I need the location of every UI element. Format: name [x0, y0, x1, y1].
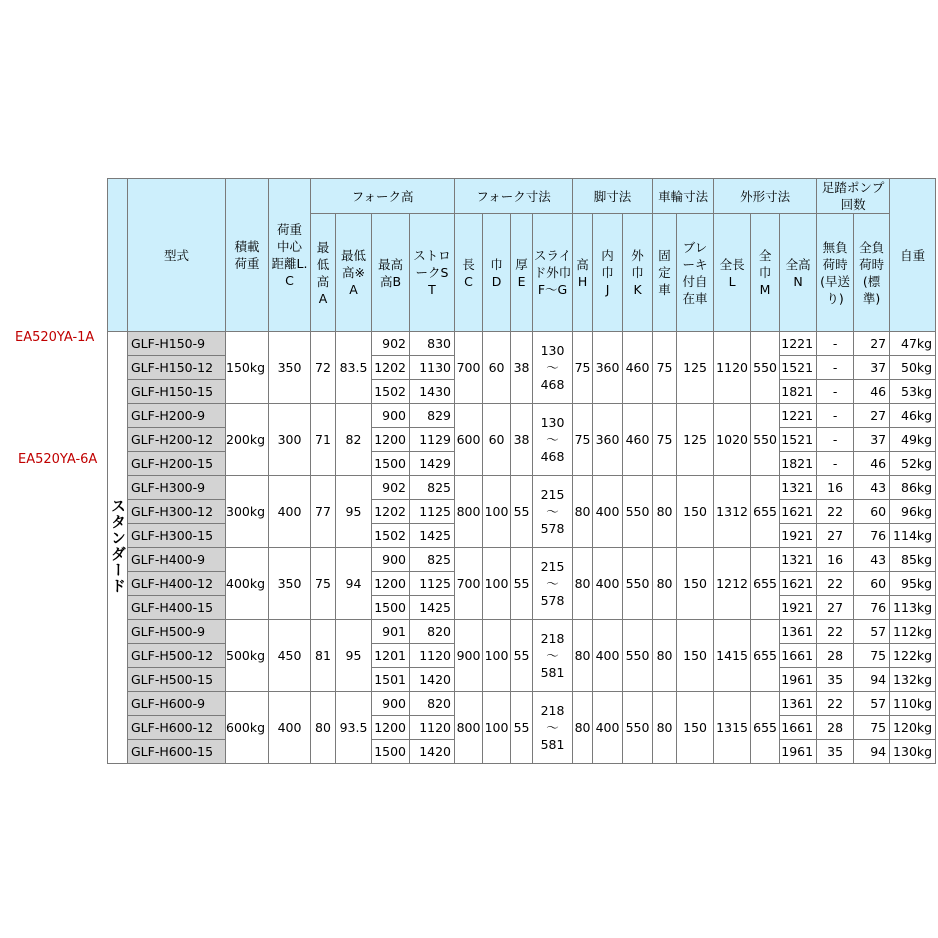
- fixed-wheel-cell: 80: [653, 692, 677, 764]
- brake-wheel-cell: 125: [677, 332, 714, 404]
- brake-wheel-cell: 150: [677, 692, 714, 764]
- min-a2-cell: 93.5: [336, 692, 372, 764]
- outer-k-cell: 550: [623, 620, 653, 692]
- header-pump: 足踏ポンプ回数: [817, 179, 890, 214]
- spec-table: [107, 178, 936, 764]
- table-row: [108, 332, 936, 356]
- min-a2-cell: 95: [336, 620, 372, 692]
- model-cell: GLF-H400-12: [128, 572, 226, 596]
- model-cell: GLF-H200-9: [128, 404, 226, 428]
- full-height-cell: 1621: [780, 500, 817, 524]
- weight-cell: 120kg: [890, 716, 936, 740]
- model-cell: GLF-H300-15: [128, 524, 226, 548]
- max-b-cell: 902: [372, 476, 410, 500]
- min-a-cell: 81: [311, 620, 336, 692]
- center-cell: 400: [269, 692, 311, 764]
- no-load-cell: -: [817, 404, 854, 428]
- stroke-cell: 1130: [410, 356, 455, 380]
- no-load-cell: 16: [817, 476, 854, 500]
- stroke-cell: 1429: [410, 452, 455, 476]
- full-load-cell: 37: [854, 356, 890, 380]
- outer-k-cell: 460: [623, 404, 653, 476]
- full-load-cell: 27: [854, 404, 890, 428]
- load-cell: 500kg: [226, 620, 269, 692]
- stroke-cell: 1425: [410, 524, 455, 548]
- header-max-b: 最高高B: [372, 214, 410, 332]
- min-a2-cell: 83.5: [336, 332, 372, 404]
- model-cell: GLF-H600-12: [128, 716, 226, 740]
- full-height-cell: 1521: [780, 356, 817, 380]
- weight-cell: 122kg: [890, 644, 936, 668]
- full-len-cell: 1415: [714, 620, 751, 692]
- slide-cell: [533, 332, 573, 404]
- full-load-cell: 46: [854, 380, 890, 404]
- outer-k-cell: 550: [623, 692, 653, 764]
- slide-max: 468: [540, 449, 565, 464]
- load-cell: 300kg: [226, 476, 269, 548]
- full-load-cell: 76: [854, 596, 890, 620]
- no-load-cell: -: [817, 428, 854, 452]
- weight-cell: 50kg: [890, 356, 936, 380]
- weight-cell: 95kg: [890, 572, 936, 596]
- stroke-cell: 825: [410, 476, 455, 500]
- header-wheel-dim: 車輪寸法: [653, 179, 714, 214]
- weight-cell: 132kg: [890, 668, 936, 692]
- full-height-cell: 1921: [780, 596, 817, 620]
- header-weight: 自重: [890, 179, 936, 332]
- inner-j-cell: 360: [593, 404, 623, 476]
- category-cell: [108, 332, 128, 764]
- slide-min: 130: [540, 343, 565, 358]
- min-a2-cell: 94: [336, 548, 372, 620]
- slide-cell: [533, 620, 573, 692]
- weight-cell: 130kg: [890, 740, 936, 764]
- full-load-cell: 60: [854, 572, 890, 596]
- stroke-cell: 825: [410, 548, 455, 572]
- header-min-a2: 最低高※A: [336, 214, 372, 332]
- full-height-cell: 1361: [780, 692, 817, 716]
- max-b-cell: 902: [372, 332, 410, 356]
- header-h: 高H: [573, 214, 593, 332]
- len-c-cell: 800: [455, 476, 483, 548]
- leg-h-cell: 80: [573, 620, 593, 692]
- header-model: 型式: [128, 179, 226, 332]
- full-height-cell: 1321: [780, 476, 817, 500]
- blank-header: [108, 179, 128, 332]
- max-b-cell: 1202: [372, 356, 410, 380]
- category-label: スタンダード: [109, 498, 127, 594]
- full-len-cell: 1020: [714, 404, 751, 476]
- slide-max: 581: [540, 665, 565, 680]
- max-b-cell: 900: [372, 692, 410, 716]
- thick-e-cell: 55: [511, 476, 533, 548]
- slide-sep: 〜: [546, 432, 559, 447]
- model-cell: GLF-H300-9: [128, 476, 226, 500]
- full-load-cell: 43: [854, 476, 890, 500]
- width-d-cell: 60: [483, 332, 511, 404]
- header-fork-height: フォーク高: [311, 179, 455, 214]
- fixed-wheel-cell: 75: [653, 332, 677, 404]
- header-center: 荷重中心距離L.C: [269, 179, 311, 332]
- slide-max: 468: [540, 377, 565, 392]
- max-b-cell: 1500: [372, 740, 410, 764]
- min-a-cell: 77: [311, 476, 336, 548]
- leg-h-cell: 80: [573, 548, 593, 620]
- full-width-cell: 550: [751, 404, 780, 476]
- weight-cell: 114kg: [890, 524, 936, 548]
- no-load-cell: 22: [817, 620, 854, 644]
- center-cell: 450: [269, 620, 311, 692]
- slide-max: 578: [540, 521, 565, 536]
- no-load-cell: 28: [817, 716, 854, 740]
- load-cell: 600kg: [226, 692, 269, 764]
- full-height-cell: 1621: [780, 572, 817, 596]
- full-load-cell: 94: [854, 668, 890, 692]
- no-load-cell: 16: [817, 548, 854, 572]
- spec-body: [108, 332, 936, 764]
- fixed-wheel-cell: 80: [653, 548, 677, 620]
- model-cell: GLF-H400-9: [128, 548, 226, 572]
- weight-cell: 85kg: [890, 548, 936, 572]
- header-fork-dim: フォーク寸法: [455, 179, 573, 214]
- outer-k-cell: 460: [623, 332, 653, 404]
- full-height-cell: 1961: [780, 668, 817, 692]
- table-row: [108, 548, 936, 572]
- full-load-cell: 75: [854, 716, 890, 740]
- full-height-cell: 1821: [780, 452, 817, 476]
- brake-wheel-cell: 150: [677, 476, 714, 548]
- full-width-cell: 655: [751, 620, 780, 692]
- product-code-label-2: EA520YA-6A: [18, 452, 98, 467]
- full-width-cell: 655: [751, 548, 780, 620]
- stroke-cell: 1129: [410, 428, 455, 452]
- max-b-cell: 1502: [372, 380, 410, 404]
- model-cell: GLF-H600-15: [128, 740, 226, 764]
- model-cell: GLF-H400-15: [128, 596, 226, 620]
- brake-wheel-cell: 150: [677, 548, 714, 620]
- full-load-cell: 57: [854, 692, 890, 716]
- min-a2-cell: 82: [336, 404, 372, 476]
- slide-min: 218: [540, 703, 565, 718]
- no-load-cell: 27: [817, 596, 854, 620]
- load-cell: 400kg: [226, 548, 269, 620]
- weight-cell: 47kg: [890, 332, 936, 356]
- center-cell: 350: [269, 548, 311, 620]
- header-brake: ブレーキ付自在車: [677, 214, 714, 332]
- header-full-height: 全高N: [780, 214, 817, 332]
- header-leg-dim: 脚寸法: [573, 179, 653, 214]
- full-load-cell: 60: [854, 500, 890, 524]
- full-load-cell: 75: [854, 644, 890, 668]
- slide-cell: [533, 404, 573, 476]
- weight-cell: 52kg: [890, 452, 936, 476]
- width-d-cell: 60: [483, 404, 511, 476]
- stroke-cell: 1430: [410, 380, 455, 404]
- no-load-cell: 22: [817, 692, 854, 716]
- min-a-cell: 72: [311, 332, 336, 404]
- full-len-cell: 1315: [714, 692, 751, 764]
- max-b-cell: 1200: [372, 716, 410, 740]
- inner-j-cell: 360: [593, 332, 623, 404]
- slide-max: 581: [540, 737, 565, 752]
- leg-h-cell: 75: [573, 404, 593, 476]
- fixed-wheel-cell: 80: [653, 620, 677, 692]
- weight-cell: 113kg: [890, 596, 936, 620]
- slide-min: 130: [540, 415, 565, 430]
- full-height-cell: 1521: [780, 428, 817, 452]
- brake-wheel-cell: 125: [677, 404, 714, 476]
- weight-cell: 110kg: [890, 692, 936, 716]
- table-row: [108, 404, 936, 428]
- slide-sep: 〜: [546, 720, 559, 735]
- header-full-load: 全負荷時(標準): [854, 214, 890, 332]
- full-load-cell: 76: [854, 524, 890, 548]
- full-len-cell: 1212: [714, 548, 751, 620]
- leg-h-cell: 80: [573, 476, 593, 548]
- model-cell: GLF-H500-15: [128, 668, 226, 692]
- model-cell: GLF-H150-12: [128, 356, 226, 380]
- weight-cell: 46kg: [890, 404, 936, 428]
- max-b-cell: 1200: [372, 428, 410, 452]
- header-slide: スライド外巾F〜G: [533, 214, 573, 332]
- max-b-cell: 1500: [372, 596, 410, 620]
- table-row: [108, 476, 936, 500]
- width-d-cell: 100: [483, 620, 511, 692]
- full-load-cell: 43: [854, 548, 890, 572]
- thick-e-cell: 55: [511, 692, 533, 764]
- slide-sep: 〜: [546, 360, 559, 375]
- full-height-cell: 1221: [780, 404, 817, 428]
- thick-e-cell: 38: [511, 404, 533, 476]
- center-cell: 350: [269, 332, 311, 404]
- len-c-cell: 700: [455, 548, 483, 620]
- thick-e-cell: 55: [511, 548, 533, 620]
- slide-sep: 〜: [546, 504, 559, 519]
- no-load-cell: -: [817, 356, 854, 380]
- header-len-c: 長C: [455, 214, 483, 332]
- full-width-cell: 550: [751, 332, 780, 404]
- model-cell: GLF-H500-12: [128, 644, 226, 668]
- header-thick-e: 厚E: [511, 214, 533, 332]
- no-load-cell: 28: [817, 644, 854, 668]
- width-d-cell: 100: [483, 476, 511, 548]
- stroke-cell: 820: [410, 692, 455, 716]
- stroke-cell: 1420: [410, 740, 455, 764]
- max-b-cell: 900: [372, 404, 410, 428]
- no-load-cell: 22: [817, 500, 854, 524]
- full-load-cell: 57: [854, 620, 890, 644]
- max-b-cell: 900: [372, 548, 410, 572]
- load-cell: 200kg: [226, 404, 269, 476]
- thick-e-cell: 38: [511, 332, 533, 404]
- len-c-cell: 800: [455, 692, 483, 764]
- stroke-cell: 1125: [410, 500, 455, 524]
- full-height-cell: 1961: [780, 740, 817, 764]
- inner-j-cell: 400: [593, 548, 623, 620]
- header-min-a: 最低高A: [311, 214, 336, 332]
- max-b-cell: 1202: [372, 500, 410, 524]
- header-full-len: 全長L: [714, 214, 751, 332]
- table-row: [108, 620, 936, 644]
- stroke-cell: 820: [410, 620, 455, 644]
- no-load-cell: 35: [817, 740, 854, 764]
- inner-j-cell: 400: [593, 620, 623, 692]
- max-b-cell: 1500: [372, 452, 410, 476]
- stroke-cell: 1120: [410, 716, 455, 740]
- max-b-cell: 1501: [372, 668, 410, 692]
- header-outer-k: 外巾K: [623, 214, 653, 332]
- full-width-cell: 655: [751, 692, 780, 764]
- min-a-cell: 80: [311, 692, 336, 764]
- weight-cell: 112kg: [890, 620, 936, 644]
- min-a-cell: 75: [311, 548, 336, 620]
- leg-h-cell: 80: [573, 692, 593, 764]
- weight-cell: 86kg: [890, 476, 936, 500]
- header-load: 積載荷重: [226, 179, 269, 332]
- no-load-cell: 22: [817, 572, 854, 596]
- full-load-cell: 94: [854, 740, 890, 764]
- slide-max: 578: [540, 593, 565, 608]
- slide-cell: [533, 548, 573, 620]
- stroke-cell: 829: [410, 404, 455, 428]
- max-b-cell: 1502: [372, 524, 410, 548]
- full-height-cell: 1821: [780, 380, 817, 404]
- model-cell: GLF-H150-9: [128, 332, 226, 356]
- fixed-wheel-cell: 80: [653, 476, 677, 548]
- stroke-cell: 1425: [410, 596, 455, 620]
- width-d-cell: 100: [483, 548, 511, 620]
- len-c-cell: 600: [455, 404, 483, 476]
- min-a-cell: 71: [311, 404, 336, 476]
- stroke-cell: 830: [410, 332, 455, 356]
- outer-k-cell: 550: [623, 476, 653, 548]
- full-load-cell: 37: [854, 428, 890, 452]
- slide-min: 215: [540, 487, 565, 502]
- full-height-cell: 1661: [780, 644, 817, 668]
- brake-wheel-cell: 150: [677, 620, 714, 692]
- center-cell: 400: [269, 476, 311, 548]
- full-height-cell: 1921: [780, 524, 817, 548]
- load-cell: 150kg: [226, 332, 269, 404]
- slide-min: 215: [540, 559, 565, 574]
- no-load-cell: 27: [817, 524, 854, 548]
- full-len-cell: 1120: [714, 332, 751, 404]
- max-b-cell: 1200: [372, 572, 410, 596]
- width-d-cell: 100: [483, 692, 511, 764]
- max-b-cell: 1201: [372, 644, 410, 668]
- full-height-cell: 1321: [780, 548, 817, 572]
- slide-sep: 〜: [546, 648, 559, 663]
- slide-min: 218: [540, 631, 565, 646]
- header-outer-dim: 外形寸法: [714, 179, 817, 214]
- slide-cell: [533, 692, 573, 764]
- weight-cell: 49kg: [890, 428, 936, 452]
- model-cell: GLF-H150-15: [128, 380, 226, 404]
- table-row: [108, 692, 936, 716]
- product-code-label-1: EA520YA-1A: [15, 330, 95, 345]
- leg-h-cell: 75: [573, 332, 593, 404]
- stroke-cell: 1420: [410, 668, 455, 692]
- header-fixed: 固定車: [653, 214, 677, 332]
- outer-k-cell: 550: [623, 548, 653, 620]
- model-cell: GLF-H200-12: [128, 428, 226, 452]
- slide-sep: 〜: [546, 576, 559, 591]
- no-load-cell: -: [817, 380, 854, 404]
- inner-j-cell: 400: [593, 692, 623, 764]
- weight-cell: 53kg: [890, 380, 936, 404]
- full-width-cell: 655: [751, 476, 780, 548]
- center-cell: 300: [269, 404, 311, 476]
- fixed-wheel-cell: 75: [653, 404, 677, 476]
- full-height-cell: 1661: [780, 716, 817, 740]
- inner-j-cell: 400: [593, 476, 623, 548]
- full-load-cell: 46: [854, 452, 890, 476]
- header-no-load: 無負荷時(早送り): [817, 214, 854, 332]
- stroke-cell: 1120: [410, 644, 455, 668]
- no-load-cell: -: [817, 452, 854, 476]
- len-c-cell: 700: [455, 332, 483, 404]
- thick-e-cell: 55: [511, 620, 533, 692]
- stroke-cell: 1125: [410, 572, 455, 596]
- model-cell: GLF-H200-15: [128, 452, 226, 476]
- header-stroke: ストロークST: [410, 214, 455, 332]
- max-b-cell: 901: [372, 620, 410, 644]
- header-width-d: 巾D: [483, 214, 511, 332]
- no-load-cell: -: [817, 332, 854, 356]
- header-inner-j: 内巾J: [593, 214, 623, 332]
- header-full-width: 全巾M: [751, 214, 780, 332]
- len-c-cell: 900: [455, 620, 483, 692]
- full-height-cell: 1221: [780, 332, 817, 356]
- model-cell: GLF-H300-12: [128, 500, 226, 524]
- full-load-cell: 27: [854, 332, 890, 356]
- model-cell: GLF-H600-9: [128, 692, 226, 716]
- slide-cell: [533, 476, 573, 548]
- model-cell: GLF-H500-9: [128, 620, 226, 644]
- weight-cell: 96kg: [890, 500, 936, 524]
- no-load-cell: 35: [817, 668, 854, 692]
- min-a2-cell: 95: [336, 476, 372, 548]
- full-len-cell: 1312: [714, 476, 751, 548]
- full-height-cell: 1361: [780, 620, 817, 644]
